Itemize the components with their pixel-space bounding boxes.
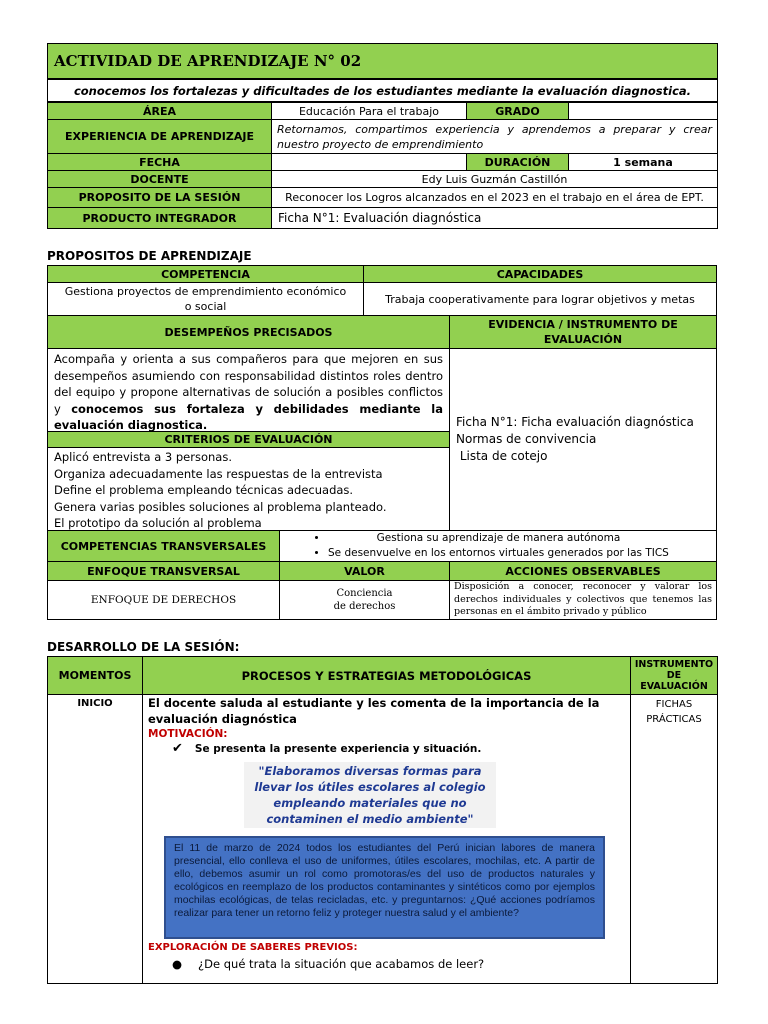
inicio-label: INICIO (77, 698, 113, 709)
area-value: Educación Para el trabajo (271, 102, 467, 120)
activity-title: ACTIVIDAD DE APRENDIZAJE N° 02 (47, 43, 718, 79)
criterio-item: Organiza adecuadamente las respuestas de la entrevista (54, 466, 383, 481)
valor-value (279, 580, 450, 620)
valor-line: de derechos (333, 601, 396, 612)
fecha-value (271, 153, 467, 171)
acciones-value: Disposición a conocer, reconocer y valorar los derechos individuales y colectivos que tenemos las personas en el ámbito privado y público (449, 580, 717, 620)
pregunta-row (172, 957, 484, 971)
producto-value: Ficha N°1: Evaluación diagnóstica (271, 207, 718, 229)
competencia-value: Gestiona proyectos de emprendimiento económico o social (47, 282, 364, 316)
proposito-label: PROPOSITO DE LA SESIÓN (47, 187, 272, 208)
momentos-header: MOMENTOS (47, 656, 143, 695)
pregunta-text: ¿De qué trata la situación que acabamos de leer? (198, 957, 485, 971)
instrumento-cell (630, 694, 718, 984)
inicio-intro: El docente saluda al estudiante y les comenta de la importancia de la evaluación diagnóstica (148, 696, 600, 726)
fecha-label: FECHA (47, 153, 272, 171)
duracion-value: 1 semana (568, 153, 718, 171)
competencia-header: COMPETENCIA (47, 265, 364, 283)
enfoque-value: ENFOQUE DE DERECHOS (47, 580, 280, 620)
docente-value: Edy Luis Guzmán Castillón (271, 170, 718, 188)
criterio-item: El prototipo da solución al problema (54, 516, 262, 530)
desarrollo-section-title: DESARROLLO DE LA SESIÓN: (47, 640, 240, 654)
comp-transversales-label: COMPETENCIAS TRANSVERSALES (47, 530, 280, 562)
criterio-item: Aplicó entrevista a 3 personas. (54, 450, 232, 464)
docente-label: DOCENTE (47, 170, 272, 188)
criterios-header: CRITERIOS DE EVALUACIÓN (47, 431, 450, 448)
check-item-row (172, 741, 481, 756)
instrumento-header (630, 656, 718, 695)
checkmark-icon: ✔ (172, 741, 183, 756)
acciones-header: ACCIONES OBSERVABLES (449, 561, 717, 581)
proposito-value: Reconocer los Logros alcanzados en el 2023 en el trabajo en el área de EPT. (271, 187, 718, 208)
procesos-header: PROCESOS Y ESTRATEGIAS METODOLÓGICAS (142, 656, 631, 695)
grado-label: GRADO (466, 102, 569, 120)
experiencia-value: Retornamos, compartimos experiencia y aprendemos a preparar y crear nuestro proyecto de emprendimiento (271, 119, 718, 154)
instrumento-header-line: DE (666, 670, 682, 681)
evidencia-header: EVIDENCIA / INSTRUMENTO DE EVALUACIÓN (449, 315, 717, 349)
instrumento-value: FICHAS (655, 699, 693, 710)
evidencia-item: Normas de convivencia (456, 432, 597, 446)
enfoque-header: ENFOQUE TRANSVERSAL (47, 561, 280, 581)
desempeno-cell (47, 348, 450, 432)
situation-quote: "Elaboramos diversas formas para llevar los útiles escolares al colegio empleando materiales que no contaminen el medio ambiente" (244, 762, 496, 828)
instrumento-header-line: EVALUACIÓN (640, 681, 708, 692)
capacidades-header: CAPACIDADES (363, 265, 717, 283)
comp-transversal-item: • Gestiona su aprendizaje de manera autónoma (328, 531, 669, 546)
situation-box: El 11 de marzo de 2024 todos los estudiantes del Perú inician labores de manera presencial, ello conlleva el uso de uniformes, útiles escolares, mochilas, etc. A partir de ello, debemos asumir un rol como promotoras/es del uso de productos naturales y ecológicos en reemplazo de los productos contaminantes y sintéticos como por ejemplos mochilas ecológicas, de telas recicladas, etc. y preguntarnos: ¿Qué acciones podríamos realizar para tener un retorno feliz y proteger nuestra salud y el ambiente? (164, 836, 605, 939)
valor-line: Conciencia (336, 588, 393, 599)
evidencia-item: Lista de cotejo (456, 449, 548, 463)
bullet-icon: ● (172, 957, 183, 971)
comp-transversales-list (279, 530, 717, 562)
capacidades-value: Trabaja cooperativamente para lograr objetivos y metas (363, 282, 717, 316)
desempenos-header: DESEMPEÑOS PRECISADOS (47, 315, 450, 349)
exploracion-label: EXPLORACIÓN DE SABERES PREVIOS: (148, 942, 358, 953)
criterios-cell (47, 447, 450, 531)
instrumento-header-line: INSTRUMENTO (634, 659, 714, 670)
criterio-item: Genera varias posibles soluciones al problema planteado. (54, 499, 387, 514)
inicio-label-cell (47, 694, 143, 984)
check-item-text: Se presenta la presente experiencia y situación. (194, 742, 482, 755)
valor-header: VALOR (279, 561, 450, 581)
grado-value (568, 102, 718, 120)
duracion-label: DURACIÓN (466, 153, 569, 171)
criterio-item: Define el problema empleando técnicas adecuadas. (54, 483, 354, 497)
experiencia-label: EXPERIENCIA DE APRENDIZAJE (47, 119, 272, 154)
evidencia-item: Ficha N°1: Ficha evaluación diagnóstica (456, 415, 694, 429)
desempeno-bold: conocemos sus fortaleza y debilidades mediante la evaluación diagnostica. (54, 401, 444, 432)
area-label: ÁREA (47, 102, 272, 120)
comp-transversal-item: • Se desenvuelve en los entornos virtuales generados por las TICS (328, 546, 669, 561)
motivacion-label: MOTIVACIÓN: (148, 728, 228, 740)
producto-label: PRODUCTO INTEGRADOR (47, 207, 272, 229)
desempeno-text: Acompaña y orienta a sus compañeros para que mejoren en sus desempeños asumiendo con responsabilidad distintos roles dentro del equipo y propone alternativas de solución a posibles conflictos y conocemos sus fortaleza y debilidades mediante la evaluación diagnostica. (54, 352, 444, 432)
activity-subtitle: conocemos los fortalezas y dificultades de los estudiantes mediante la evaluación diagnostica. (47, 79, 718, 102)
instrumento-value: PRÁCTICAS (646, 714, 702, 725)
evidencia-cell (449, 348, 717, 531)
propositos-section-title: PROPOSITOS DE APRENDIZAJE (47, 249, 252, 263)
